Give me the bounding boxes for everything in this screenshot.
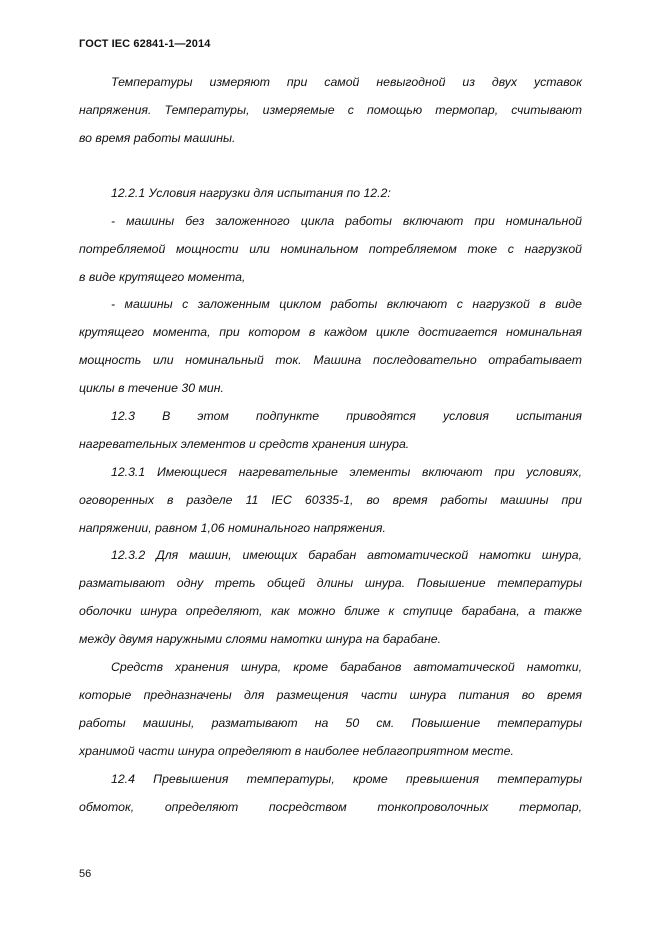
- text-line: хранимой части шнура определяют в наиболее неблагоприятном месте.: [79, 744, 514, 758]
- text-line: разматывают одну треть общей длины шнура. Повышение температуры: [79, 576, 582, 590]
- paragraph-temperature-measurement: [79, 68, 582, 152]
- text-line: работы машины, разматывают на 50 см. Повышение температуры: [79, 716, 582, 730]
- text-line: 12.2.1 Условия нагрузки для испытания по 12.2:: [111, 186, 391, 200]
- text-line: 12.4 Превышения температуры, кроме превышения температуры: [111, 772, 582, 786]
- text-line: потребляемой мощности или номинальном потребляемом токе с нагрузкой: [79, 242, 582, 256]
- text-line: Средств хранения шнура, кроме барабанов автоматической намотки,: [111, 660, 582, 674]
- text-line: циклы в течение 30 мин.: [79, 381, 224, 395]
- paragraph-12-3: [79, 402, 582, 458]
- text-line: мощность или номинальный ток. Машина последовательно отрабатывает: [79, 353, 582, 367]
- paragraph-12-3-1: [79, 458, 582, 542]
- paragraph-no-cycle: [79, 207, 582, 291]
- paragraph-cord-storage: [79, 653, 582, 765]
- text-line: Температуры измеряют при самой невыгодной из двух уставок: [111, 75, 582, 89]
- text-line: во время работы машины.: [79, 131, 236, 145]
- paragraph-with-cycle: [79, 290, 582, 402]
- paragraph-12-3-2: [79, 541, 582, 653]
- paragraph-12-4: [79, 765, 582, 821]
- text-line: - машины с заложенным циклом работы включают с нагрузкой в виде: [111, 297, 582, 311]
- document-header: ГОСТ IEC 62841-1—2014: [79, 38, 211, 50]
- text-line: оболочки шнура определяют, как можно ближе к ступице барабана, а также: [79, 604, 582, 618]
- text-line: 12.3.1 Имеющиеся нагревательные элементы включают при условиях,: [111, 465, 582, 479]
- text-line: напряжении, равном 1,06 номинального напряжения.: [79, 521, 386, 535]
- text-line: напряжения. Температуры, измеряемые с помощью термопар, считывают: [79, 103, 582, 117]
- text-line: - машины без заложенного цикла работы включают при номинальной: [111, 214, 582, 228]
- text-line: 12.3 В этом подпункте приводятся условия испытания: [111, 409, 582, 423]
- text-line: оговоренных в разделе 11 IEC 60335-1, во время работы машины при: [79, 493, 582, 507]
- text-line: обмоток, определяют посредством тонкопроволочных термопар,: [79, 800, 582, 814]
- text-line: 12.3.2 Для машин, имеющих барабан автоматической намотки шнура,: [111, 548, 582, 562]
- text-line: в виде крутящего момента,: [79, 270, 246, 284]
- text-line: крутящего момента, при котором в каждом цикле достигается номинальная: [79, 325, 582, 339]
- paragraph-12-2-1: [79, 179, 582, 207]
- page-number: 56: [79, 868, 92, 880]
- text-line: нагревательных элементов и средств хранения шнура.: [79, 437, 410, 451]
- text-line: между двумя наружными слоями намотки шнура на барабане.: [79, 632, 442, 646]
- text-line: которые предназначены для размещения части шнура питания во время: [79, 688, 582, 702]
